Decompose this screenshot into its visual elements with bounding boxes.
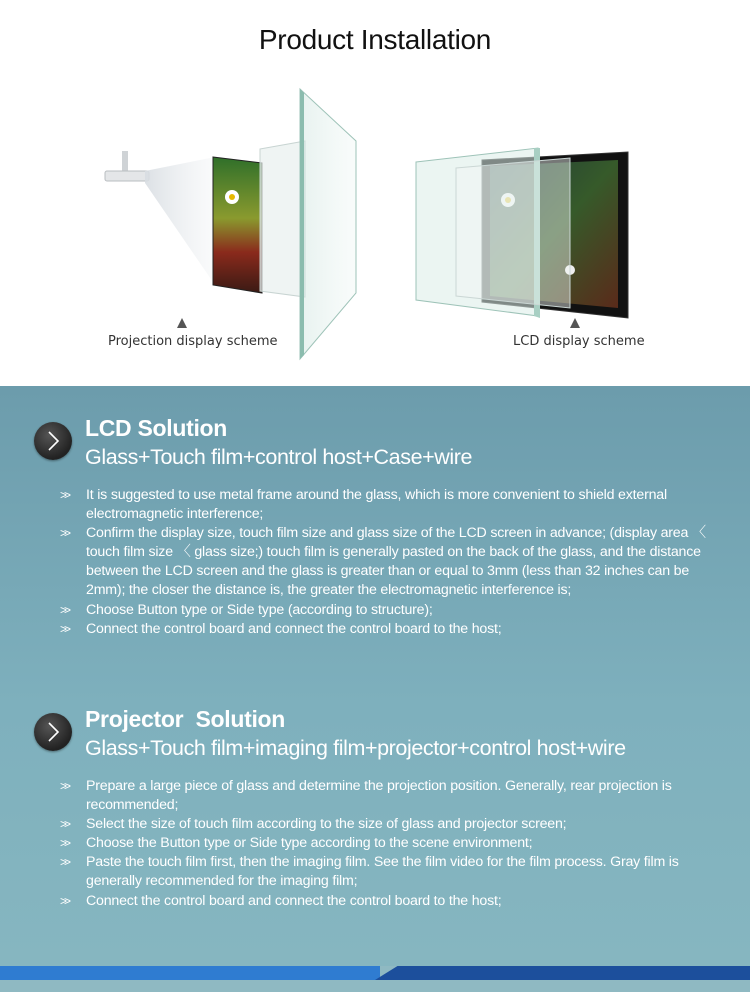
lcd-solution-subtitle: Glass+Touch film+control host+Case+wire bbox=[85, 445, 473, 469]
installation-header-section bbox=[0, 0, 750, 386]
double-chevron-right-icon: >> bbox=[60, 836, 69, 851]
page-title: Product Installation bbox=[258, 24, 492, 55]
list-item: >> Choose Button type or Side type (according to structure); bbox=[60, 601, 710, 620]
list-item: >> Connect the control board and connect the control board to the host; bbox=[60, 620, 710, 639]
lcd-solution-list bbox=[60, 486, 710, 639]
double-chevron-right-icon: >> bbox=[60, 893, 69, 908]
footer-strip bbox=[0, 966, 750, 992]
projector-solution-title: Projector Solution bbox=[85, 706, 286, 732]
double-chevron-right-icon: >> bbox=[60, 621, 69, 636]
list-item: >> Select the size of touch film according to the size of glass and projector screen; bbox=[60, 815, 710, 834]
lcd-pointer-arrow bbox=[570, 318, 580, 328]
double-chevron-right-icon: >> bbox=[60, 855, 69, 870]
lcd-solution-chevron-icon bbox=[34, 422, 72, 460]
double-chevron-right-icon: >> bbox=[60, 779, 69, 793]
double-chevron-right-icon: >> bbox=[60, 817, 69, 832]
lcd-display-illustration bbox=[410, 140, 635, 330]
projector-solution-chevron-icon bbox=[34, 713, 72, 751]
lcd-solution-title: LCD Solution bbox=[85, 415, 228, 441]
projection-scheme-label: Projection display scheme bbox=[108, 334, 278, 349]
double-chevron-right-icon: >> bbox=[60, 526, 69, 541]
double-chevron-right-icon: >> bbox=[60, 602, 69, 617]
projector-solution-list bbox=[60, 777, 710, 911]
list-item: >> It is suggested to use metal frame around the glass, which is more convenient to shield external electromagnetic interference; bbox=[60, 487, 667, 523]
projection-pointer-arrow bbox=[177, 318, 187, 328]
double-chevron-right-icon: >> bbox=[60, 488, 69, 502]
list-item: >> Choose the Button type or Side type according to the scene environment; bbox=[60, 834, 710, 853]
solutions-section bbox=[0, 386, 750, 966]
footer-bar-dark bbox=[375, 966, 750, 980]
list-item: >> Prepare a large piece of glass and determine the projection position. Generally, rear projection is recommended; bbox=[60, 778, 672, 814]
lcd-scheme-label: LCD display scheme bbox=[513, 334, 645, 349]
list-item: >> Connect the control board and connect the control board to the host; bbox=[60, 892, 710, 911]
projection-display-illustration bbox=[100, 85, 370, 365]
list-item: >> Confirm the display size, touch film size and glass size of the LCD screen in advance; (display area 〈 touch film size 〈 glass size;) touch film is generally pasted on the back of the glass, and the distance between the LCD screen and the glass is greater than or equal to 3mm (less than 32 inches can be 2mm); the closer the distance is, the greater the electromagnetic interference is; bbox=[60, 525, 706, 599]
list-item: >> Paste the touch film first, then the imaging film. See the film video for the film process. Gray film is generally recommended for the imaging film; bbox=[60, 854, 679, 890]
footer-bar-light bbox=[0, 966, 380, 980]
projector-solution-subtitle: Glass+Touch film+imaging film+projector+control host+wire bbox=[85, 736, 626, 760]
